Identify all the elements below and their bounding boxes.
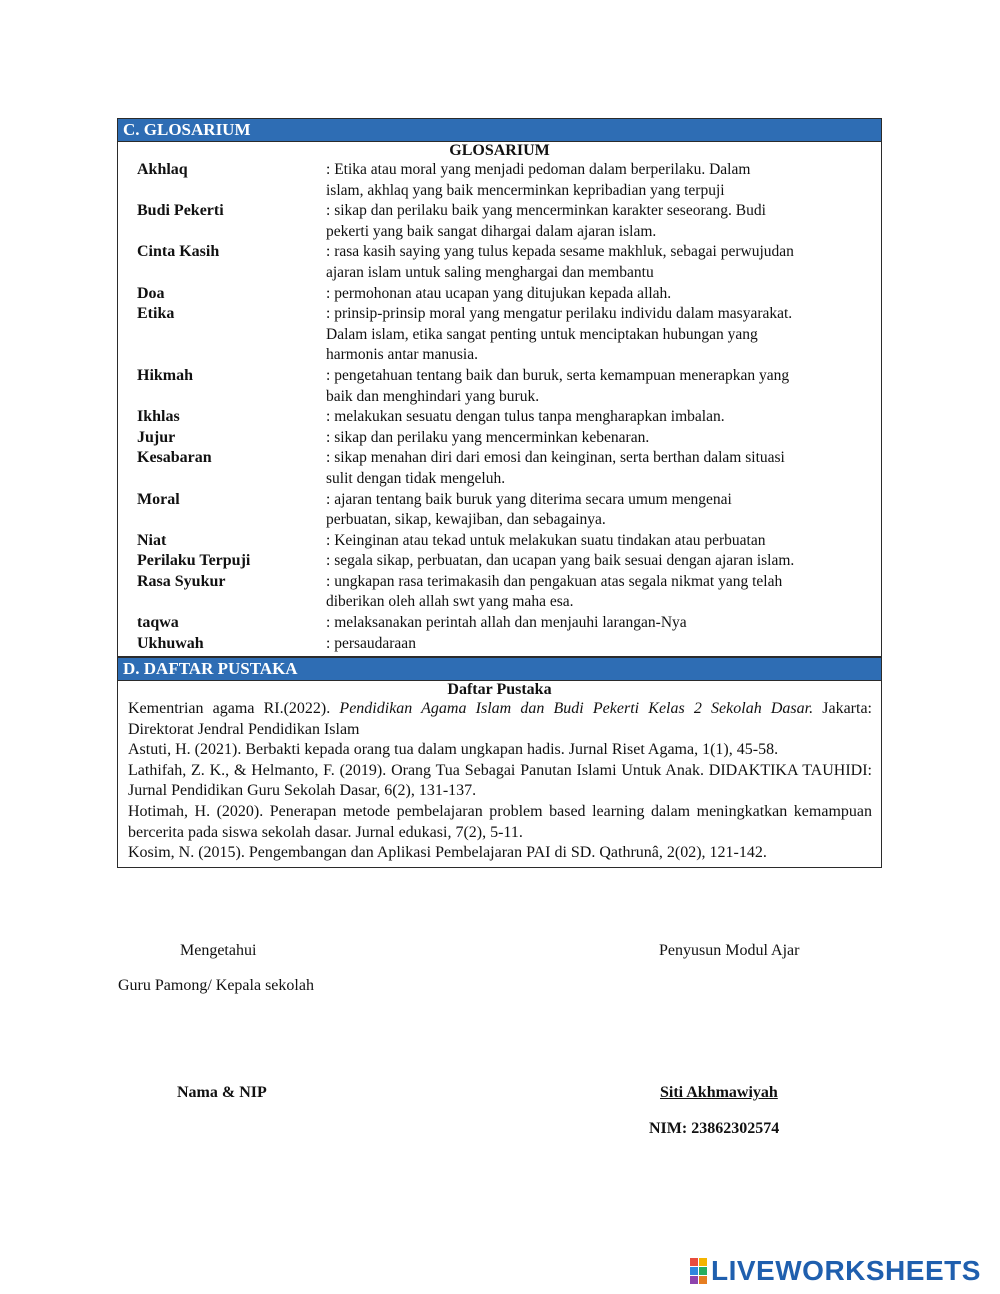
glossary-definition-text: sikap menahan diri dari emosi dan keinginan, serta berthan dalam situasi xyxy=(334,449,785,467)
glossary-definition-line xyxy=(326,263,864,284)
glossary-definition-line xyxy=(326,634,864,655)
glossary-definition xyxy=(326,448,864,489)
glossary-definition-text: prinsip-prinsip moral yang mengatur perilaku individu dalam masyarakat. xyxy=(334,305,793,323)
glossary-colon: : xyxy=(326,531,335,549)
glossary-definition xyxy=(326,284,864,305)
glossary-definition-text: ajaran tentang baik buruk yang diterima secara umum mengenai xyxy=(334,490,732,508)
glossary-row xyxy=(118,613,881,634)
glossary-definition xyxy=(326,613,864,634)
right-signature-name: Siti Akhmawiyah xyxy=(660,1084,778,1101)
left-signature-name: Nama & NIP xyxy=(177,1084,267,1101)
glossary-definition xyxy=(326,304,864,366)
logo-block xyxy=(699,1267,707,1275)
glossary-row xyxy=(118,572,881,613)
reference-before-text: Kosim, N. (2015). Pengembangan dan Aplikasi Pembelajaran PAI di SD. Qathrunâ, 2(02), 121-142. xyxy=(128,844,767,862)
glossary-definition-text: harmonis antar manusia. xyxy=(326,346,478,364)
glossary-term: Kesabaran xyxy=(137,449,212,467)
liveworksheets-logo xyxy=(690,1255,981,1287)
glossary-row xyxy=(118,160,881,201)
reference-item xyxy=(128,761,872,802)
logo-block xyxy=(690,1267,698,1275)
glossary-term: Budi Pekerti xyxy=(137,202,224,220)
glossary-row xyxy=(118,551,881,572)
glossary-term: Niat xyxy=(137,531,167,549)
glossary-row xyxy=(118,284,881,305)
glossary-definition-text: melakukan sesuatu dengan tulus tanpa mengharapkan imbalan. xyxy=(334,408,725,426)
glossary-definition-line xyxy=(326,160,864,181)
glossary-row xyxy=(118,428,881,449)
glosarium-section xyxy=(117,118,882,657)
glossary-definition xyxy=(326,201,864,242)
glossary-definition xyxy=(326,160,864,201)
glossary-definition-line xyxy=(326,592,864,613)
glossary-definition-text: Dalam islam, etika sangat penting untuk menciptakan hubungan yang xyxy=(326,325,758,343)
glossary-colon: : xyxy=(326,366,335,384)
glossary-definition-line xyxy=(326,222,864,243)
daftar-pustaka-table-title: Daftar Pustaka xyxy=(447,681,552,698)
glossary-colon: : xyxy=(326,572,335,590)
glossary-definition xyxy=(326,490,864,531)
glossary-definition-line xyxy=(326,531,864,552)
glossary-colon: : xyxy=(326,305,335,323)
right-signature-label: Penyusun Modul Ajar xyxy=(659,942,800,959)
glossary-definition-line xyxy=(326,345,864,366)
glossary-definition-line xyxy=(326,448,864,469)
logo-block xyxy=(690,1276,698,1284)
glossary-term: Rasa Syukur xyxy=(137,572,226,590)
glossary-definition-line xyxy=(326,613,864,634)
glossary-definition-line xyxy=(326,242,864,263)
glossary-colon: : xyxy=(326,408,335,426)
reference-before-text: Lathifah, Z. K., & Helmanto, F. (2019). Orang Tua Sebagai Panutan Islami Untuk Anak. DIDAKTIKA TAUHIDI: Jurnal Pendidikan Guru Sekolah Dasar, 6(2), 131-137. xyxy=(128,761,872,800)
glossary-colon: : xyxy=(326,634,335,652)
glossary-definition-line xyxy=(326,510,864,531)
glossary-colon: : xyxy=(326,449,335,467)
glossary-row xyxy=(118,242,881,283)
glossary-definition-line xyxy=(326,325,864,346)
glossary-row xyxy=(118,490,881,531)
glossary-definition-text: persaudaraan xyxy=(334,634,416,652)
glossary-definition-text: permohonan atau ucapan yang ditujukan kepada allah. xyxy=(334,284,672,302)
glossary-definition xyxy=(326,531,864,552)
glossary-definition-text: ajaran islam untuk saling menghargai dan membantu xyxy=(326,263,654,281)
glossary-definition xyxy=(326,634,864,655)
glossary-definition-line xyxy=(326,551,864,572)
glossary-row xyxy=(118,634,881,655)
glossary-row xyxy=(118,366,881,407)
reference-before-text: Astuti, H. (2021). Berbakti kepada orang tua dalam ungkapan hadis. Jurnal Riset Agama, 1(1), 45-58. xyxy=(128,741,779,759)
glossary-definition-line xyxy=(326,469,864,490)
reference-item xyxy=(128,802,872,843)
glossary-colon: : xyxy=(326,614,335,632)
glossary-term: Doa xyxy=(137,284,165,302)
glossary-definition-line xyxy=(326,181,864,202)
glossary-definition xyxy=(326,428,864,449)
glossary-definition-line xyxy=(326,407,864,428)
glossary-definition-line xyxy=(326,201,864,222)
glossary-definition-line xyxy=(326,284,864,305)
daftar-pustaka-section xyxy=(117,657,882,868)
logo-block xyxy=(699,1276,707,1284)
glossary-definition xyxy=(326,407,864,428)
logo-block xyxy=(699,1258,707,1266)
left-signature-label: Mengetahui xyxy=(180,942,257,959)
glossary-definition-text: ungkapan rasa terimakasih dan pengakuan atas segala nikmat yang telah xyxy=(334,572,783,590)
glossary-term: Hikmah xyxy=(137,366,194,384)
glossary-row xyxy=(118,531,881,552)
glossary-definition-text: islam, akhlaq yang baik mencerminkan kepribadian yang terpuji xyxy=(326,181,725,199)
glossary-definition-text: pekerti yang baik sangat dihargai dalam ajaran islam. xyxy=(326,222,657,240)
glossary-definition xyxy=(326,572,864,613)
glossary-definition-text: segala sikap, perbuatan, dan ucapan yang baik sesuai dengan ajaran islam. xyxy=(334,552,795,570)
glossary-colon: : xyxy=(326,490,335,508)
glossary-definition xyxy=(326,551,864,572)
glossary-definition-text: pengetahuan tentang baik dan buruk, serta kemampuan menerapkan yang xyxy=(334,366,790,384)
glossary-colon: : xyxy=(326,284,335,302)
reference-italic-text: Pendidikan Agama Islam dan Budi Pekerti Kelas 2 Sekolah Dasar. xyxy=(339,700,814,717)
daftar-pustaka-section-title: D. DAFTAR PUSTAKA xyxy=(118,658,881,681)
glossary-row xyxy=(118,448,881,489)
glossary-definition-text: Keinginan atau tekad untuk melakukan suatu tindakan atau perbuatan xyxy=(334,531,766,549)
glossary-term: Moral xyxy=(137,490,180,508)
reference-item xyxy=(128,699,872,740)
glossary-definition-line xyxy=(326,387,864,408)
reference-after-text: Jakarta: Direktorat Jendral Pendidikan Islam xyxy=(128,700,873,738)
glossary-definition xyxy=(326,366,864,407)
glossary-definition-line xyxy=(326,572,864,593)
glossary-term: taqwa xyxy=(137,614,179,632)
glossary-row xyxy=(118,407,881,428)
reference-item xyxy=(128,740,872,761)
glossary-term: Ukhuwah xyxy=(137,634,204,652)
glossary-term: Etika xyxy=(137,305,175,323)
reference-before-text: Hotimah, H. (2020). Penerapan metode pembelajaran problem based learning dalam meningkatkan kemampuan bercerita pada siswa sekolah dasar. Jurnal edukasi, 7(2), 5-11. xyxy=(128,802,872,841)
glosarium-section-title: C. GLOSARIUM xyxy=(118,119,881,142)
glossary-definition-text: baik dan menghindari yang buruk. xyxy=(326,387,540,405)
glossary-term: Cinta Kasih xyxy=(137,243,220,261)
glossary-definition-line xyxy=(326,366,864,387)
glossary-definition-line xyxy=(326,304,864,325)
glossary-definition-line xyxy=(326,490,864,511)
glossary-colon: : xyxy=(326,428,335,446)
glossary-row xyxy=(118,304,881,366)
reference-before-text: Kementrian agama RI.(2022). xyxy=(128,700,340,717)
left-signature-role: Guru Pamong/ Kepala sekolah xyxy=(118,977,314,994)
glossary-colon: : xyxy=(326,243,335,261)
glossary-term: Akhlaq xyxy=(137,161,188,178)
glossary-colon: : xyxy=(326,161,335,178)
glossary-row xyxy=(118,201,881,242)
reference-list xyxy=(118,699,881,864)
glossary-definition-text: rasa kasih saying yang tulus kepada sesame makhluk, sebagai perwujudan xyxy=(334,243,794,261)
glossary-term: Perilaku Terpuji xyxy=(137,552,251,570)
right-signature-nim: NIM: 23862302574 xyxy=(649,1120,780,1137)
glossary-definition-line xyxy=(326,428,864,449)
glossary-definition-text: sulit dengan tidak mengeluh. xyxy=(326,469,506,487)
glossary-definition-text: sikap dan perilaku baik yang mencerminkan karakter seseorang. Budi xyxy=(334,202,766,220)
glossary-definition-text: sikap dan perilaku yang mencerminkan kebenaran. xyxy=(334,428,650,446)
glossary-definition-text: perbuatan, sikap, kewajiban, dan sebagainya. xyxy=(326,511,606,529)
glossary-term: Ikhlas xyxy=(137,408,180,426)
liveworksheets-wordmark: LIVEWORKSHEETS xyxy=(711,1255,981,1286)
glossary-definition-text: melaksanakan perintah allah dan menjauhi larangan-Nya xyxy=(334,614,687,632)
reference-item xyxy=(128,843,872,864)
glosarium-table-title: GLOSARIUM xyxy=(449,142,550,159)
glossary-term: Jujur xyxy=(137,428,176,446)
glossary-colon: : xyxy=(326,202,335,220)
glosarium-list xyxy=(118,160,881,654)
glossary-colon: : xyxy=(326,552,335,570)
liveworksheets-icon xyxy=(690,1258,707,1284)
glossary-definition-text: Etika atau moral yang menjadi pedoman dalam berperilaku. Dalam xyxy=(334,161,751,178)
logo-block xyxy=(690,1258,698,1266)
glossary-definition-text: diberikan oleh allah swt yang maha esa. xyxy=(326,593,574,611)
glossary-definition xyxy=(326,242,864,283)
